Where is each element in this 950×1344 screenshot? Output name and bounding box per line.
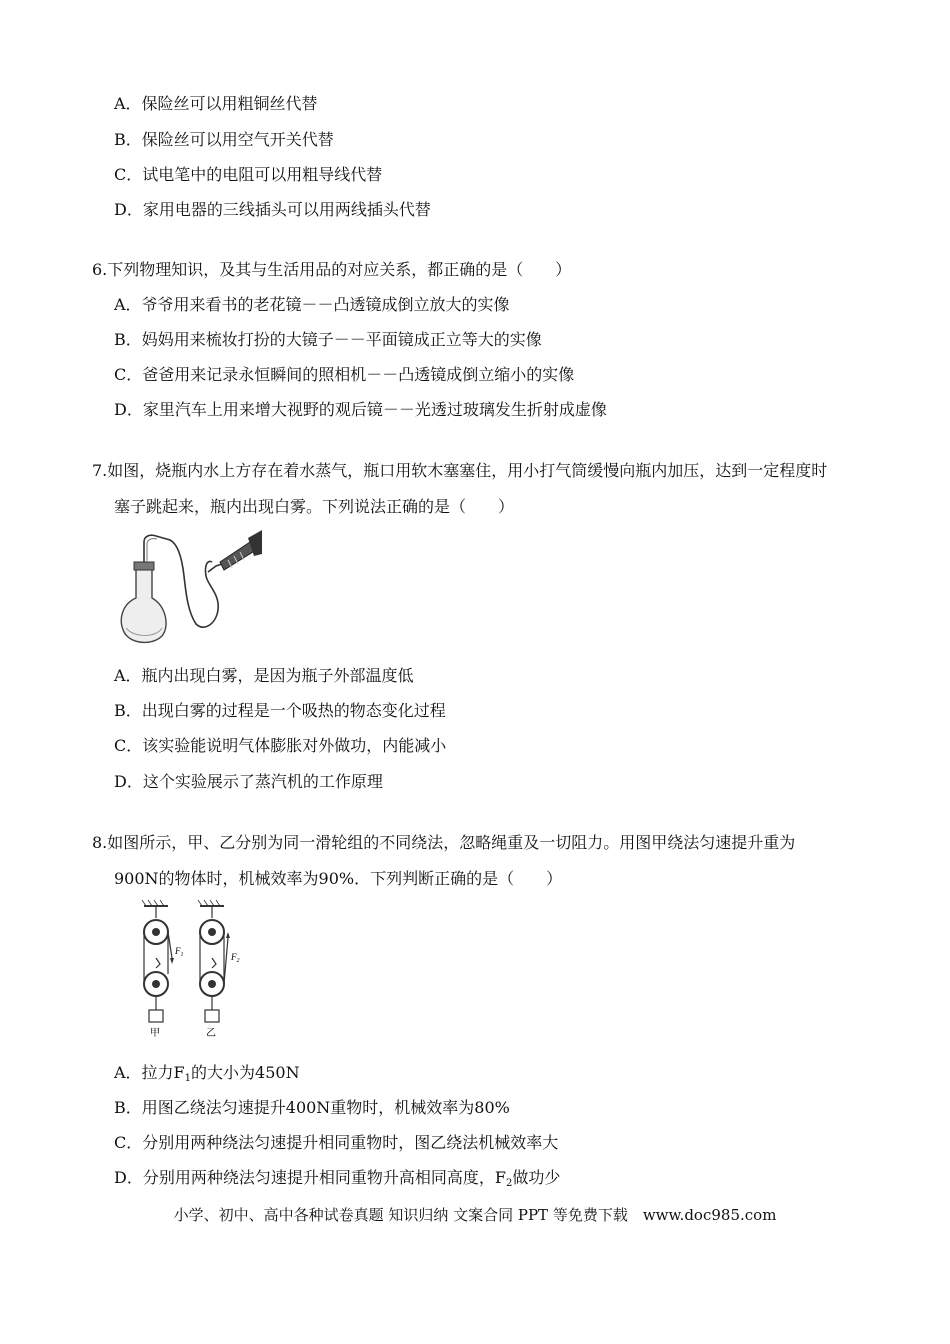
q7-stem-line2: 塞子跳起来，瓶内出现白雾。下列说法正确的是（ ）: [114, 497, 515, 516]
q8-option-c: C．分别用两种绕法匀速提升相同重物时，图乙绕法机械效率大: [114, 1133, 559, 1152]
pulley-figure: [128, 898, 258, 1040]
q7-option-b: B．出现白雾的过程是一个吸热的物态变化过程: [114, 701, 446, 720]
q5-option-b: B．保险丝可以用空气开关代替: [114, 130, 334, 149]
f2-label: $F_2$: [231, 952, 240, 964]
q6-option-b: B．妈妈用来梳妆打扮的大镜子－－平面镜成正立等大的实像: [114, 330, 542, 349]
jia-label: 甲: [150, 1028, 160, 1039]
q8-stem-line1: 8.如图所示，甲、乙分别为同一滑轮组的不同绕法，忽略绳重及一切阻力。用图甲绕法匀速提升重为: [92, 833, 796, 852]
q6-option-a: A．爷爷用来看书的老花镜－－凸透镜成倒立放大的实像: [114, 295, 510, 314]
flask-pump-figure: [112, 528, 262, 650]
q6-stem: 6.下列物理知识，及其与生活用品的对应关系，都正确的是（ ）: [92, 260, 572, 279]
yi-label: 乙: [206, 1028, 216, 1039]
q8-option-b: B．用图乙绕法匀速提升400N重物时，机械效率为80%: [114, 1098, 510, 1117]
q7-option-a: A．瓶内出现白雾，是因为瓶子外部温度低: [114, 666, 414, 685]
page-footer: 小学、初中、高中各种试卷真题 知识归纳 文案合同 PPT 等免费下载 www.doc985.com: [173, 1206, 777, 1224]
q5-option-c: C．试电笔中的电阻可以用粗导线代替: [114, 165, 383, 184]
q7-stem-line1: 7.如图，烧瓶内水上方存在着水蒸气，瓶口用软木塞塞住，用小打气筒缓慢向瓶内加压，达到一定程度时: [92, 461, 828, 480]
q8-option-d: D．分别用两种绕法匀速提升相同重物升高相同高度，$F_2$做功少: [114, 1168, 561, 1189]
q6-option-c: C．爸爸用来记录永恒瞬间的照相机－－凸透镜成倒立缩小的实像: [114, 365, 575, 384]
f1-label: $F_1$: [175, 946, 184, 958]
q5-option-a: A．保险丝可以用粗铜丝代替: [114, 94, 318, 113]
q8-option-a: A．拉力$F_1$的大小为450N: [114, 1063, 300, 1084]
q6-option-d: D．家里汽车上用来增大视野的观后镜－－光透过玻璃发生折射成虚像: [114, 400, 607, 419]
q7-option-d: D．这个实验展示了蒸汽机的工作原理: [114, 772, 383, 791]
q7-option-c: C．该实验能说明气体膨胀对外做功，内能减小: [114, 736, 447, 755]
q5-option-d: D．家用电器的三线插头可以用两线插头代替: [114, 200, 431, 219]
q8-stem-line2: 900N的物体时，机械效率为90%．下列判断正确的是（ ）: [114, 869, 563, 888]
